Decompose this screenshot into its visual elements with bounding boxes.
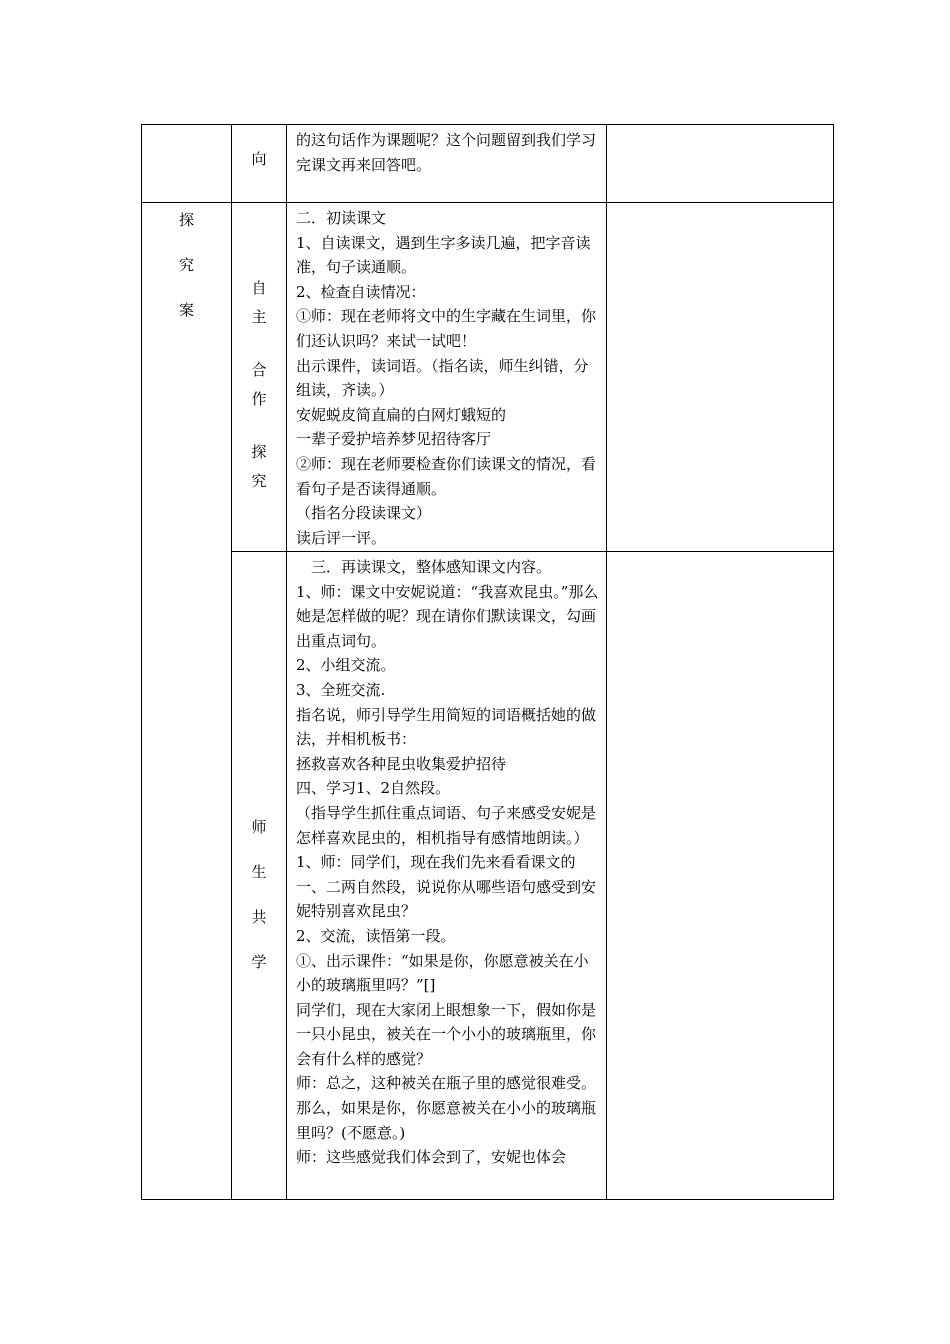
section-char: 探 (178, 211, 194, 229)
table-row (142, 125, 834, 203)
content-cell (287, 552, 607, 1200)
subsection-char: 究 (251, 472, 267, 490)
section-cell (142, 203, 232, 1200)
subsection-char: 自 (251, 279, 267, 297)
notes-cell (607, 552, 834, 1200)
content-text: 的这句话作为课题呢？这个问题留到我们学习完课文再来回答吧。 (296, 131, 597, 174)
subsection-char: 共 (251, 908, 267, 926)
subsection-cell (232, 125, 287, 203)
section-cell (142, 125, 232, 203)
subsection-char: 生 (251, 863, 267, 881)
subsection-cell (232, 552, 287, 1200)
subsection-char: 主 (251, 308, 267, 326)
section-char: 案 (178, 301, 194, 319)
content-cell (287, 203, 607, 552)
subsection-char: 合 (251, 361, 267, 379)
notes-cell (607, 203, 834, 552)
subsection-char: 探 (251, 443, 267, 461)
content-cell (287, 125, 607, 203)
notes-text (607, 125, 833, 128)
subsection-char: 师 (251, 818, 267, 836)
table-row (142, 552, 834, 1200)
subsection-cell (232, 203, 287, 552)
content-text: 二．初读课文 1、自读课文，遇到生字多读几遍，把字音读准，句子读通顺。 2、检查自读情况： ①师：现在老师将文中的生字藏在生词里，你们还认识吗？来试一试吧！ 出示课件，读词语。（指名读，师生纠错，分组读，齐读。） 安妮蜕皮简直扁的白网灯蛾短的 一辈子爱护培养梦见招待客厅 ②师：现在老师要检查你们读课文的情况，看看句子是否读得通顺。 （指名分段读课文） 读后评一评。 (296, 209, 597, 547)
table-row (142, 203, 834, 552)
lesson-plan-table (141, 124, 834, 1200)
notes-cell (607, 125, 834, 203)
subsection-char: 向 (251, 150, 267, 168)
notes-text (607, 203, 833, 206)
content-text: 三．再读课文，整体感知课文内容。 1、师：课文中安妮说道：“我喜欢昆虫。”那么她是怎样做的呢？现在请你们默读课文，勾画出重点词句。 2、小组交流。 3、全班交流. 指名说，师引导学生用简短的词语概括她的做法，并相机板书： 拯救喜欢各种昆虫收集爱护招待 四、学习1、2自然段。 （指导学生抓住重点词语、句子来感受安妮是怎样喜欢昆虫的，相机指导有感情地朗读。） 1、师：同学们，现在我们先来看看课文的一、二两自然段，说说你从哪些语句感受到安妮特别喜欢昆虫？ 2、交流，读悟第一段。 ①、出示课件：“如果是你，你愿意被关在小小的玻璃瓶里吗？”[] 同学们，现在大家闭上眼想象一下，假如你是一只小昆虫，被关在一个小小的玻璃瓶里，你会有什么样的感觉？ 师：总之，这种被关在瓶子里的感觉很难受。那么，如果是你，你愿意被关在小小的玻璃瓶里吗？(不愿意。) 师：这些感觉我们体会到了，安妮也体会 (296, 558, 599, 1167)
subsection-char: 学 (251, 953, 267, 971)
notes-text (607, 552, 833, 555)
section-char: 究 (178, 256, 194, 274)
subsection-char: 作 (251, 390, 267, 408)
